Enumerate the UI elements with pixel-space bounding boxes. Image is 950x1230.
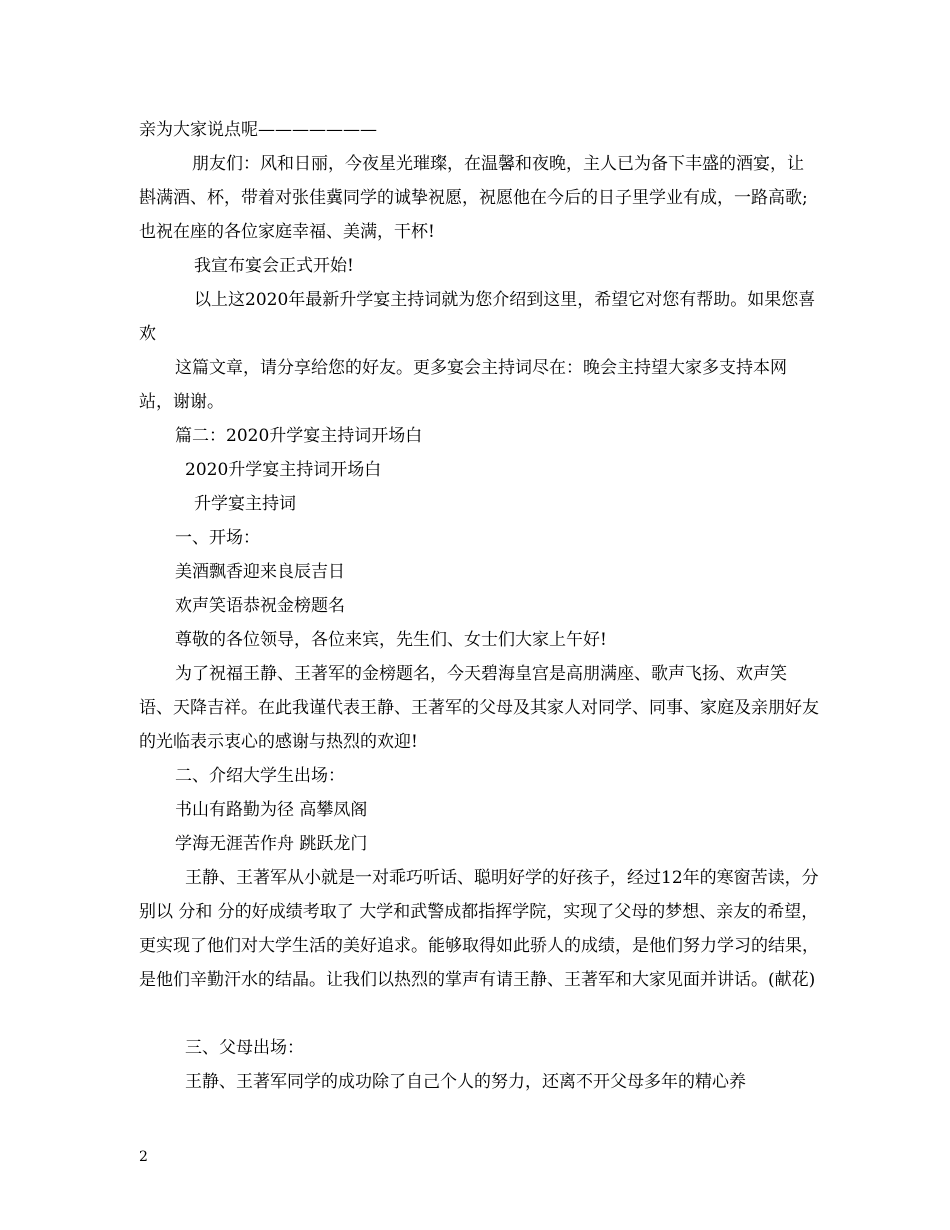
paragraph-18: 三、父母出场： xyxy=(185,1038,304,1058)
paragraph-19: 王静、王著军同学的成功除了自己个人的努力，还离不开父母多年的精心养 xyxy=(185,1072,746,1092)
paragraph-8: 升学宴主持词 xyxy=(194,494,296,514)
paragraph-4: 以上这2020年最新升学宴主持词就为您介绍到这里，希望它对您有帮助。如果您喜欢 xyxy=(139,290,816,344)
paragraph-16: 学海无涯苦作舟 跳跃龙门 xyxy=(175,834,368,854)
paragraph-7: 2020升学宴主持词开场白 xyxy=(185,460,382,480)
paragraph-3: 我宣布宴会正式开始! xyxy=(194,256,354,276)
paragraph-6: 篇二：2020升学宴主持词开场白 xyxy=(175,426,423,446)
paragraph-17: 王静、王著军从小就是一对乖巧听话、聪明好学的好孩子，经过12年的寒窗苦读，分别以 分和 分的好成绩考取了 大学和武警成都指挥学院，实现了父母的梦想、亲友的希望，更实现了他们对大学生活的美好追求。能够取得如此骄人的成绩，是他们努力学习的结果，是他们辛勤汗水的结晶。让我们以热烈的掌声有请王静、王著军和大家见面并讲话。(献花) xyxy=(139,868,819,990)
paragraph-1: 亲为大家说点呢——————— xyxy=(139,120,377,140)
paragraph-12: 尊敬的各位领导，各位来宾，先生们、女士们大家上午好! xyxy=(175,630,607,650)
paragraph-10: 美酒飘香迎来良辰吉日 xyxy=(175,562,345,582)
paragraph-15: 书山有路勤为径 高攀凤阁 xyxy=(175,800,368,820)
paragraph-14: 二、介绍大学生出场： xyxy=(175,766,345,786)
paragraph-2: 朋友们：风和日丽，今夜星光璀璨，在温馨和夜晚，主人已为备下丰盛的酒宴，让斟满酒、杯，带着对张佳冀同学的诚挚祝愿，祝愿他在今后的日子里学业有成，一路高歌;也祝在座的各位家庭幸福、美满，干杯! xyxy=(139,154,808,242)
paragraph-11: 欢声笑语恭祝金榜题名 xyxy=(175,596,345,616)
paragraph-5: 这篇文章，请分享给您的好友。更多宴会主持词尽在：晚会主持望大家多支持本网站，谢谢。 xyxy=(139,358,787,412)
paragraph-9: 一、开场： xyxy=(175,528,260,548)
paragraph-13: 为了祝福王静、王著军的金榜题名，今天碧海皇宫是高朋满座、歌声飞扬、欢声笑语、天降吉祥。在此我谨代表王静、王著军的父母及其家人对同学、同事、家庭及亲朋好友的光临表示衷心的感谢与热烈的欢迎! xyxy=(139,664,819,752)
page-number: 2 xyxy=(139,1149,148,1165)
